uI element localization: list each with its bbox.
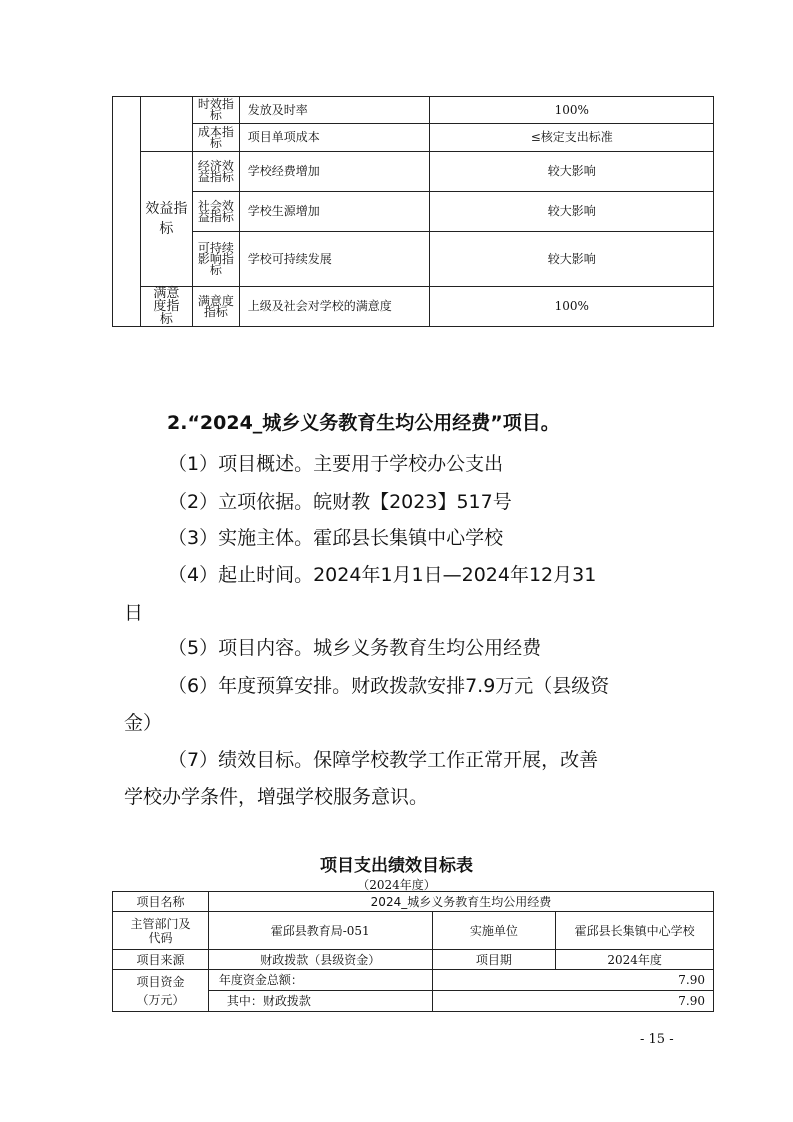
third-level-indicator: 满意度指标 [192, 287, 239, 327]
indicator-name: 学校经费增加 [239, 152, 430, 192]
source-value: 财政拨款（县级资金） [208, 950, 432, 970]
table-row [113, 950, 714, 970]
indicator-name: 发放及时率 [239, 97, 430, 124]
table-row [113, 97, 714, 124]
period-label: 项目期 [432, 950, 556, 970]
satisfaction-indicator-group: 满意度指标 [140, 287, 192, 327]
dept-value: 霍邱县教育局-051 [208, 912, 432, 950]
indicator-value: 较大影响 [430, 152, 714, 192]
table-subtitle: （2024年度） [357, 878, 436, 892]
indicator-value: 较大影响 [430, 192, 714, 232]
fund-label: 项目资金（万元） [113, 970, 209, 1012]
project-summary-table [112, 891, 714, 1012]
table-row [113, 124, 714, 152]
unit-label: 实施单位 [432, 912, 556, 950]
table-title: 项目支出绩效目标表 [320, 856, 473, 876]
indicator-value: 较大影响 [430, 232, 714, 287]
fiscal-label: 其中：财政拨款 [208, 991, 432, 1012]
third-level-indicator: 经济效益指标 [192, 152, 239, 192]
indicator-name: 学校可持续发展 [239, 232, 430, 287]
indicator-value: 100% [430, 97, 714, 124]
table-row [113, 970, 714, 991]
annual-total-label: 年度资金总额： [208, 970, 432, 991]
first-level-cell [113, 97, 141, 327]
source-label: 项目来源 [113, 950, 209, 970]
third-level-indicator: 时效指标 [192, 97, 239, 124]
project-name-label: 项目名称 [113, 892, 209, 912]
paragraph-goal: （7）绩效目标。保障学校教学工作正常开展，改善 [168, 749, 599, 771]
indicator-name: 学校生源增加 [239, 192, 430, 232]
paragraph-basis: （2）立项依据。皖财教【2023】517号 [168, 491, 512, 513]
table-row [113, 152, 714, 192]
benefit-indicator-group: 效益指标 [140, 152, 192, 287]
paragraph-overview: （1）项目概述。主要用于学校办公支出 [168, 453, 504, 475]
paragraph-budget: （6）年度预算安排。财政拨款安排7.9万元（县级资 [168, 675, 610, 697]
table-row [113, 892, 714, 912]
paragraph-period: （4）起止时间。2024年1月1日—2024年12月31 [168, 564, 597, 586]
annual-total-value: 7.90 [432, 970, 714, 991]
paragraph-goal-cont: 学校办学条件，增强学校服务意识。 [124, 786, 429, 808]
third-level-indicator: 社会效益指标 [192, 192, 239, 232]
page-number: - 15 - [640, 1032, 674, 1047]
paragraph-subject: （3）实施主体。霍邱县长集镇中心学校 [168, 527, 504, 549]
indicator-name: 项目单项成本 [239, 124, 430, 152]
indicator-name: 上级及社会对学校的满意度 [239, 287, 430, 327]
paragraph-budget-cont: 金） [124, 712, 163, 734]
paragraph-content: （5）项目内容。城乡义务教育生均公用经费 [168, 637, 542, 659]
performance-indicator-table [112, 96, 714, 327]
project-name: 2024_城乡义务教育生均公用经费 [208, 892, 713, 912]
table-row [113, 912, 714, 950]
third-level-indicator: 可持续影响指标 [192, 232, 239, 287]
table-row [113, 287, 714, 327]
table-row [113, 232, 714, 287]
indicator-value: ≤核定支出标准 [430, 124, 714, 152]
second-level-cell [140, 97, 192, 152]
paragraph-period-cont: 日 [124, 602, 144, 624]
unit-value: 霍邱县长集镇中心学校 [556, 912, 714, 950]
table-row [113, 192, 714, 232]
fiscal-value: 7.90 [432, 991, 714, 1012]
period-value: 2024年度 [556, 950, 714, 970]
indicator-value: 100% [430, 287, 714, 327]
third-level-indicator: 成本指标 [192, 124, 239, 152]
section-heading: 2.“2024_城乡义务教育生均公用经费”项目。 [167, 412, 560, 434]
dept-label: 主管部门及代码 [113, 912, 209, 950]
